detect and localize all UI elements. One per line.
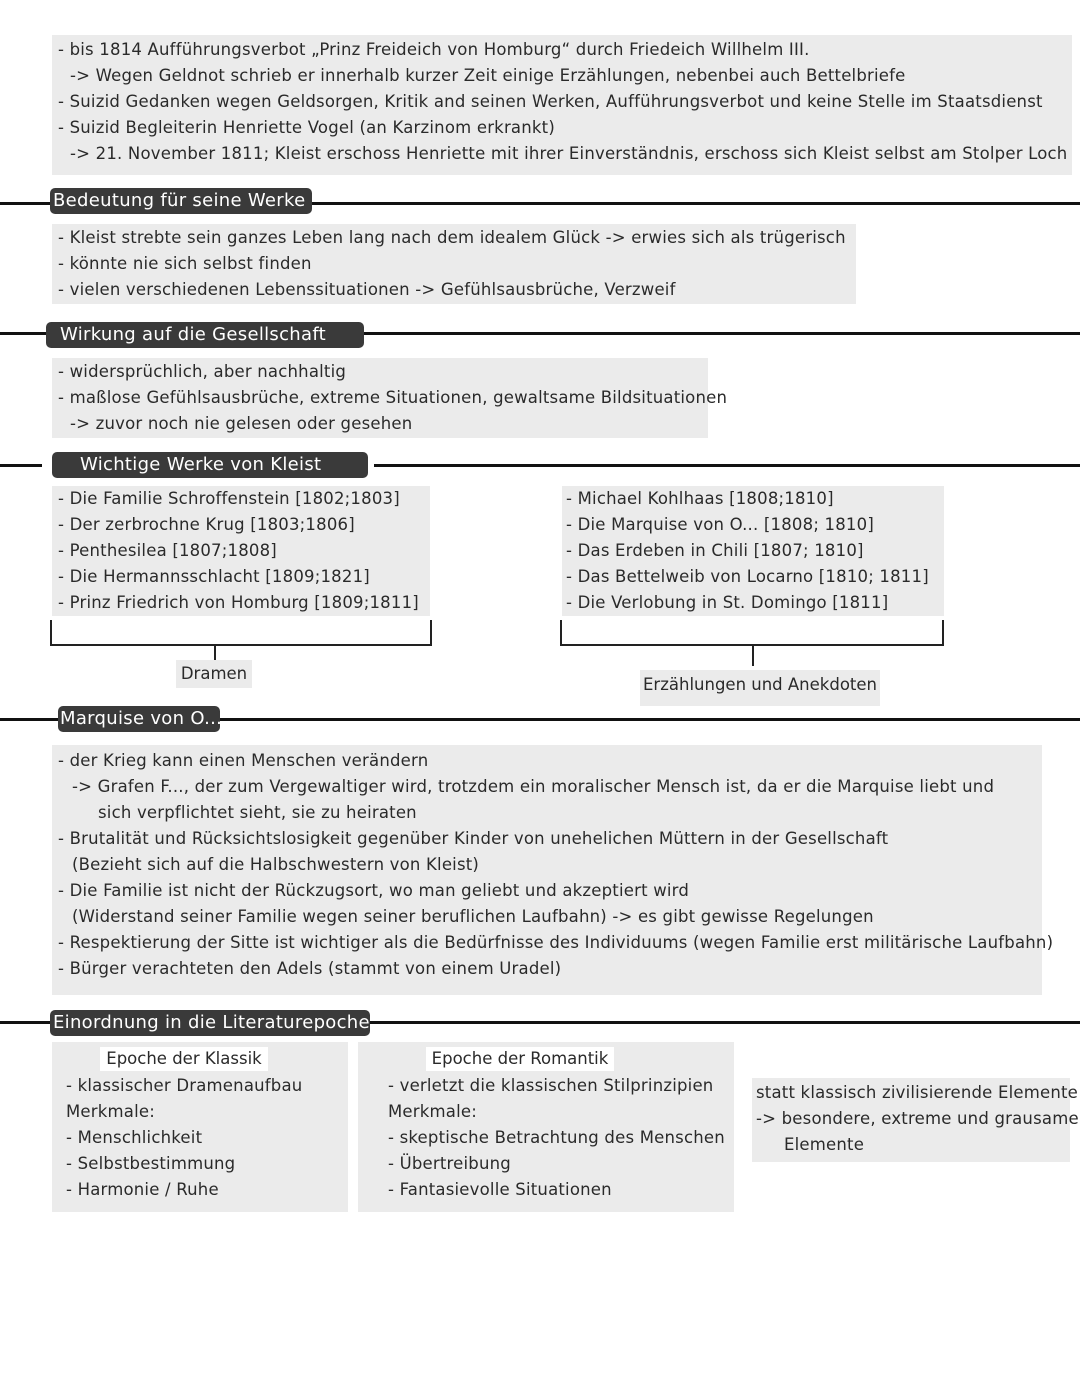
erzaehlungen-bracket-stem <box>752 644 754 666</box>
note-line: - Kleist strebte sein ganzes Leben lang nach dem idealem Glück -> erwies sich als trügerisch <box>58 228 846 247</box>
note-line: - Respektierung der Sitte ist wichtiger als die Bedürfnisse des Individuums (wegen Familie erst militärische Laufbahn) <box>58 933 1054 952</box>
work-item: - Der zerbrochne Krug [1803;1806] <box>58 515 355 534</box>
work-item: - Die Hermannsschlacht [1809;1821] <box>58 567 370 586</box>
work-item: - Die Marquise von O... [1808; 1810] <box>566 515 874 534</box>
note-line: - verletzt die klassischen Stilprinzipien <box>388 1076 714 1095</box>
section-title-einordnung: Einordnung in die Literaturepoche <box>50 1010 370 1036</box>
note-line: - klassischer Dramenaufbau <box>66 1076 303 1095</box>
dramen-bracket-stem <box>214 644 216 660</box>
note-line: - Bürger verachteten den Adels (stammt von einem Uradel) <box>58 959 562 978</box>
note-line: sich verpflichtet sieht, sie zu heiraten <box>98 803 417 822</box>
romantik-title: Epoche der Romantik <box>426 1047 615 1071</box>
dramen-label: Dramen <box>176 660 252 688</box>
note-line: - Suizid Begleiterin Henriette Vogel (an Karzinom erkrankt) <box>58 118 555 137</box>
wirkung-notes <box>52 358 728 438</box>
note-line: - vielen verschiedenen Lebenssituationen -> Gefühlsausbrüche, Verzweif <box>58 280 676 299</box>
work-item: - Michael Kohlhaas [1808;1810] <box>566 489 834 508</box>
note-line: statt klassisch zivilisierende Elemente <box>756 1083 1079 1102</box>
erzaehlungen-label: Erzählungen und Anekdoten <box>640 670 880 706</box>
marquise-notes <box>52 745 1054 995</box>
note-line: - könnte nie sich selbst finden <box>58 254 312 273</box>
work-item: - Das Erdeben in Chili [1807; 1810] <box>566 541 864 560</box>
note-line: - der Krieg kann einen Menschen verändern <box>58 751 429 770</box>
note-line: - bis 1814 Aufführungsverbot „Prinz Freideich von Homburg“ durch Friedeich Willhelm III. <box>58 40 810 59</box>
note-line: - Harmonie / Ruhe <box>66 1180 219 1199</box>
note-line: - Fantasievolle Situationen <box>388 1180 612 1199</box>
note-line: Elemente <box>784 1135 865 1154</box>
note-line: (Bezieht sich auf die Halbschwestern von Kleist) <box>72 855 480 874</box>
fazit-box <box>752 1078 1079 1162</box>
note-line: -> besondere, extreme und grausame <box>756 1109 1079 1128</box>
work-item: - Penthesilea [1807;1808] <box>58 541 277 560</box>
note-line: - Suizid Gedanken wegen Geldsorgen, Kritik and seinen Werken, Aufführungsverbot und keine Stelle im Staatsdienst <box>58 92 1043 111</box>
section-title-bedeutung: Bedeutung für seine Werke <box>50 188 312 214</box>
work-item: - Das Bettelweib von Locarno [1810; 1811] <box>566 567 929 586</box>
dramen-bracket <box>50 620 432 646</box>
note-line: - Die Familie ist nicht der Rückzugsort, wo man geliebt und akzeptiert wird <box>58 881 690 900</box>
dramen-list <box>52 486 430 616</box>
note-line: -> zuvor noch nie gelesen oder gesehen <box>70 414 413 433</box>
bedeutung-notes <box>52 224 856 304</box>
klassik-title: Epoche der Klassik <box>100 1047 267 1071</box>
work-item: - Prinz Friedrich von Homburg [1809;1811] <box>58 593 419 612</box>
romantik-box <box>358 1042 734 1212</box>
note-line: Merkmale: <box>66 1102 156 1121</box>
note-line: - Selbstbestimmung <box>66 1154 236 1173</box>
note-line: -> 21. November 1811; Kleist erschoss Henriette mit ihrer Einverständnis, erschoss sich Kleist selbst am Stolper Loch <box>70 144 1068 163</box>
note-line: - maßlose Gefühlsausbrüche, extreme Situationen, gewaltsame Bildsituationen <box>58 388 728 407</box>
note-line: - Menschlichkeit <box>66 1128 203 1147</box>
note-line: -> Grafen F..., der zum Vergewaltiger wird, trotzdem ein moralischer Mensch ist, da er die Marquise liebt und <box>72 777 995 796</box>
erzaehlungen-bracket <box>560 620 944 646</box>
note-line: - Brutalität und Rücksichtslosigkeit gegenüber Kinder von unehelichen Müttern in der Gesellschaft <box>58 829 889 848</box>
note-line: - skeptische Betrachtung des Menschen <box>388 1128 725 1147</box>
note-line: (Widerstand seiner Familie wegen seiner beruflichen Laufbahn) -> es gibt gewisse Regelungen <box>72 907 874 926</box>
note-line: - widersprüchlich, aber nachhaltig <box>58 362 347 381</box>
section-divider <box>0 464 42 467</box>
section-divider <box>374 464 1080 467</box>
section-title-werke: Wichtige Werke von Kleist <box>52 452 368 478</box>
note-line: -> Wegen Geldnot schrieb er innerhalb kurzer Zeit einige Erzählungen, nebenbei auch Bettelbriefe <box>70 66 906 85</box>
work-item: - Die Verlobung in St. Domingo [1811] <box>566 593 889 612</box>
note-line: - Übertreibung <box>388 1154 511 1173</box>
section-title-marquise: Marquise von O... <box>58 706 220 732</box>
work-item: - Die Familie Schroffenstein [1802;1803] <box>58 489 400 508</box>
biography-notes <box>52 35 1072 175</box>
erzaehlungen-list <box>562 486 944 616</box>
note-line: Merkmale: <box>388 1102 478 1121</box>
klassik-box <box>52 1042 348 1212</box>
section-title-wirkung: Wirkung auf die Gesellschaft <box>46 322 364 348</box>
